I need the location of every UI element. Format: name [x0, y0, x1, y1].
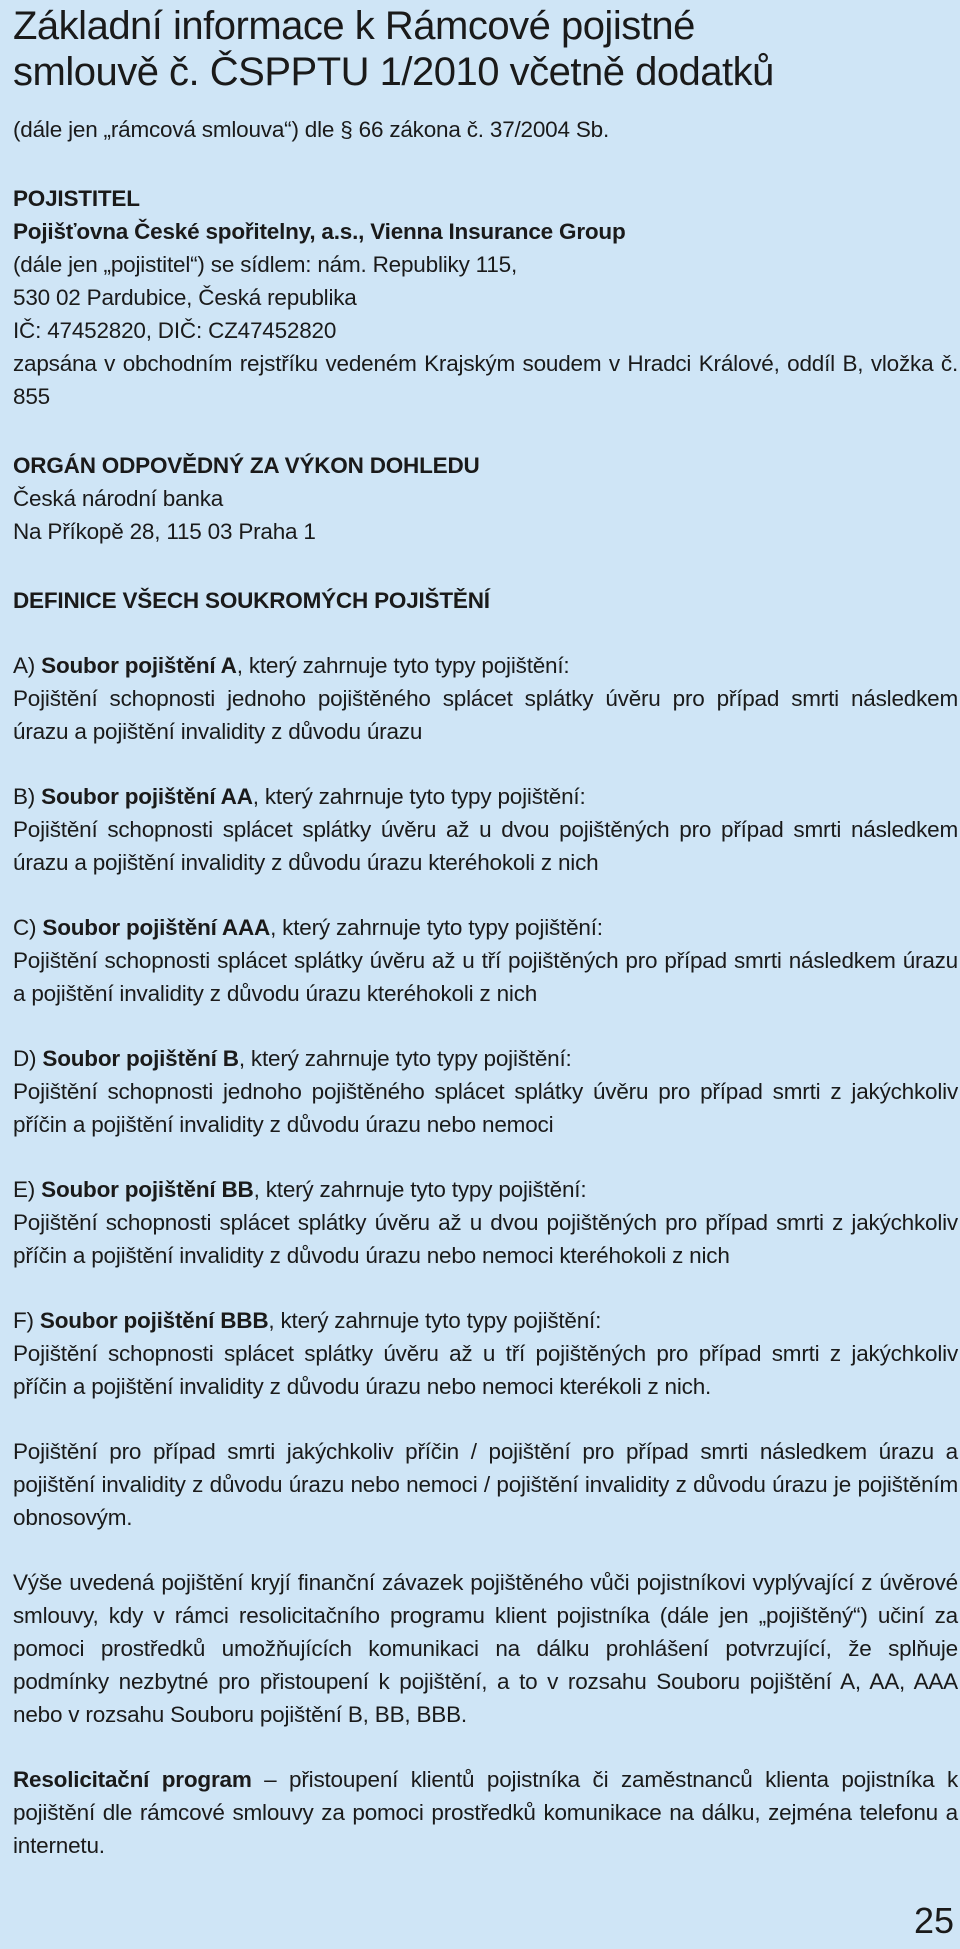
definition-title	[13, 911, 958, 944]
insurer-line-3: IČ: 47452820, DIČ: CZ47452820	[13, 318, 337, 343]
definition-intro: , který zahrnuje tyto typy pojištění:	[253, 1177, 587, 1202]
definitions-section	[13, 584, 958, 1403]
resolicitation-text: – přistoupení klientů pojistníka či zaměstnanců klienta pojistníka k pojištění dle rámcové smlouvy za pomoci prostředků komunikace na dálku, zejména telefonu a internetu.	[13, 1767, 958, 1858]
definition-name: Soubor pojištění B	[42, 1046, 239, 1071]
definition-name: Soubor pojištění A	[41, 653, 237, 678]
definition-title	[13, 780, 958, 813]
definition-intro: , který zahrnuje tyto typy pojištění:	[236, 653, 570, 678]
insurer-line-1: (dále jen „pojistitel“) se sídlem: nám. Republiky 115,	[13, 252, 518, 277]
supervisor-line-2: Na Příkopě 28, 115 03 Praha 1	[13, 519, 316, 544]
document-title	[13, 0, 958, 95]
page-number: 25	[913, 1900, 954, 1941]
resolicitation-paragraph	[13, 1763, 958, 1862]
renewal-paragraph: Pojištění pro případ smrti jakýchkoliv příčin / pojištění pro případ smrti následkem úrazu a pojištění invalidity z důvodu úrazu nebo nemoci / pojištění invalidity z důvodu úrazu je pojištěním obnosovým.	[13, 1439, 958, 1530]
resolicitation-term: Resolicitační program	[13, 1767, 252, 1792]
definition-item	[13, 1042, 958, 1141]
definition-text: Pojištění schopnosti splácet splátky úvěru až u dvou pojištěných pro případ smrti následkem úrazu a pojištění invalidity z důvodu úrazu kteréhokoli z nich	[13, 817, 958, 875]
definition-text: Pojištění schopnosti splácet splátky úvěru až u tří pojištěných pro případ smrti z jakýchkoliv příčin a pojištění invalidity z důvodu úrazu nebo nemoci kterékoli z nich.	[13, 1341, 958, 1399]
definition-prefix: F)	[13, 1308, 40, 1333]
supervisor-line-1: Česká národní banka	[13, 486, 224, 511]
definitions-heading: DEFINICE VŠECH SOUKROMÝCH POJIŠTĚNÍ	[13, 588, 490, 613]
definition-item	[13, 1173, 958, 1272]
definition-title	[13, 1042, 958, 1075]
document-page	[13, 0, 958, 1862]
insurer-section	[13, 182, 958, 413]
definition-text: Pojištění schopnosti jednoho pojištěného splácet splátky úvěru pro případ smrti následkem úrazu a pojištění invalidity z důvodu úrazu	[13, 686, 958, 744]
definition-title	[13, 1304, 958, 1337]
definition-prefix: B)	[13, 784, 42, 809]
definition-name: Soubor pojištění AAA	[42, 915, 271, 940]
insurer-heading: POJISTITEL	[13, 186, 140, 211]
definition-item	[13, 1304, 958, 1403]
definition-prefix: E)	[13, 1177, 42, 1202]
coverage-paragraph: Výše uvedená pojištění kryjí finanční závazek pojištěného vůči pojistníkovi vyplývající z úvěrové smlouvy, kdy v rámci resolicitačního programu klient pojistníka (dále jen „pojištěný“) učiní za pomoci prostředků umožňujících komunikaci na dálku prohlášení potvrzující, že splňuje podmínky nezbytné pro přistoupení k pojištění, a to v rozsahu Souboru pojištění A, AA, AAA nebo v rozsahu Souboru pojištění B, BB, BBB.	[13, 1570, 958, 1727]
title-line-2: smlouvě č. ČSPPTU 1/2010 včetně dodatků	[13, 50, 774, 94]
definition-text: Pojištění schopnosti splácet splátky úvěru až u dvou pojištěných pro případ smrti z jakýchkoliv příčin a pojištění invalidity z důvodu úrazu nebo nemoci kteréhokoli z nich	[13, 1210, 958, 1268]
definition-text: Pojištění schopnosti jednoho pojištěného splácet splátky úvěru pro případ smrti z jakýchkoliv příčin a pojištění invalidity z důvodu úrazu nebo nemoci	[13, 1079, 958, 1137]
definition-name: Soubor pojištění AA	[41, 784, 253, 809]
definition-prefix: A)	[13, 653, 42, 678]
definition-text: Pojištění schopnosti splácet splátky úvěru až u tří pojištěných pro případ smrti následkem úrazu a pojištění invalidity z důvodu úrazu kteréhokoli z nich	[13, 948, 958, 1006]
definition-item	[13, 649, 958, 748]
supervisor-heading: ORGÁN ODPOVĚDNÝ ZA VÝKON DOHLEDU	[13, 453, 480, 478]
definition-intro: , který zahrnuje tyto typy pojištění:	[268, 1308, 602, 1333]
definition-item	[13, 911, 958, 1010]
insurer-line-4: zapsána v obchodním rejstříku vedeném Krajským soudem v Hradci Králové, oddíl B, vložka č. 855	[13, 351, 958, 409]
definition-title	[13, 649, 958, 682]
definition-item	[13, 780, 958, 879]
definition-prefix: D)	[13, 1046, 43, 1071]
definition-title	[13, 1173, 958, 1206]
insurer-line-2: 530 02 Pardubice, Česká republika	[13, 285, 357, 310]
insurer-name: Pojišťovna České spořitelny, a.s., Vienna Insurance Group	[13, 219, 626, 244]
supervisor-section	[13, 449, 958, 548]
title-line-1: Základní informace k Rámcové pojistné	[13, 4, 695, 48]
definition-prefix: C)	[13, 915, 43, 940]
definition-intro: , který zahrnuje tyto typy pojištění:	[252, 784, 586, 809]
definition-name: Soubor pojištění BB	[41, 1177, 254, 1202]
document-subtitle: (dále jen „rámcová smlouva“) dle § 66 zákona č. 37/2004 Sb.	[13, 117, 610, 142]
definition-name: Soubor pojištění BBB	[39, 1308, 269, 1333]
definition-intro: , který zahrnuje tyto typy pojištění:	[270, 915, 603, 940]
definition-intro: , který zahrnuje tyto typy pojištění:	[238, 1046, 572, 1071]
